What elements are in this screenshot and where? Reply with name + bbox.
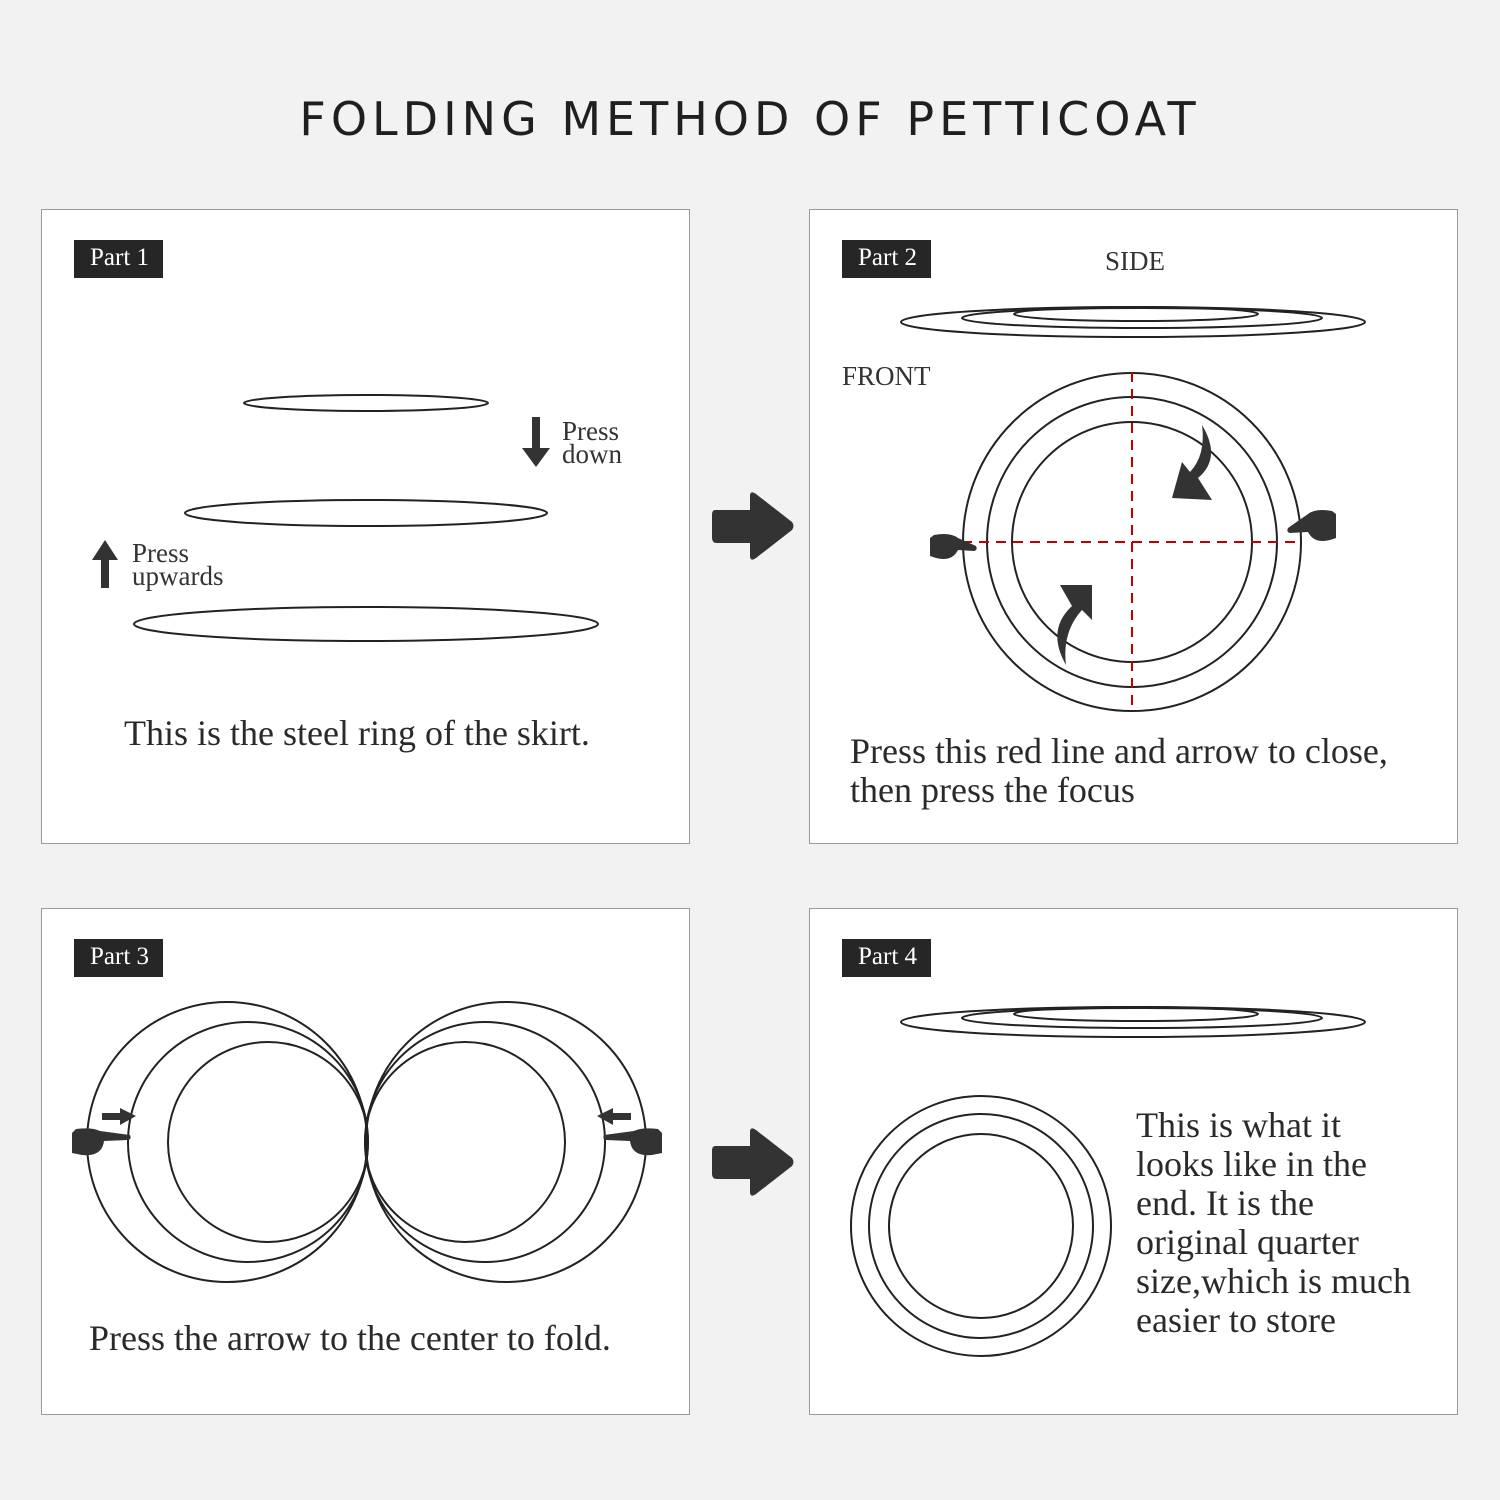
ring-middle (185, 500, 547, 526)
ring-top (244, 395, 488, 411)
panel-part-4 (809, 908, 1458, 1415)
part-badge: Part 3 (74, 939, 163, 977)
small-right-arrow-icon (102, 1108, 136, 1125)
caption-line: original quarter (1136, 1222, 1359, 1262)
curved-arrow-icon (1172, 425, 1212, 500)
part-2-caption (850, 732, 1388, 810)
side-label: SIDE (1105, 246, 1165, 276)
down-arrow-icon (522, 417, 550, 467)
caption-line: easier to store (1136, 1300, 1336, 1340)
caption-line-1: Press this red line and arrow to close, (850, 731, 1388, 771)
pointing-hand-icon (603, 1128, 662, 1155)
panel-part-2 (809, 209, 1458, 844)
up-arrow-icon (92, 540, 118, 588)
front-label: FRONT (842, 361, 931, 391)
pointing-hand-icon (1287, 510, 1336, 541)
right-arrow-icon (710, 1124, 796, 1200)
page-title: FOLDING METHOD OF PETTICOAT (299, 92, 1201, 146)
ring-bottom (134, 607, 598, 641)
caption-line: looks like in the (1136, 1144, 1367, 1184)
caption-line-2: then press the focus (850, 770, 1135, 810)
part-badge: Part 1 (74, 240, 163, 278)
panel-part-1 (41, 209, 690, 844)
caption-line: end. It is the (1136, 1183, 1314, 1223)
part-badge: Part 2 (842, 240, 931, 278)
caption-line: size,which is much (1136, 1261, 1411, 1301)
pointing-hand-icon (930, 534, 977, 559)
panel-part-3 (41, 908, 690, 1415)
small-left-arrow-icon (597, 1108, 631, 1125)
part-3-caption: Press the arrow to the center to fold. (89, 1318, 611, 1358)
press-down-label: Press down (562, 416, 622, 469)
pointing-hand-icon (72, 1128, 131, 1155)
part-4-caption (1136, 1106, 1411, 1340)
right-arrow-icon (710, 488, 796, 564)
press-upwards-label: Press upwards (132, 538, 224, 591)
part-badge: Part 4 (842, 939, 931, 977)
caption-line: This is what it (1136, 1105, 1341, 1145)
part-1-caption: This is the steel ring of the skirt. (124, 713, 590, 753)
